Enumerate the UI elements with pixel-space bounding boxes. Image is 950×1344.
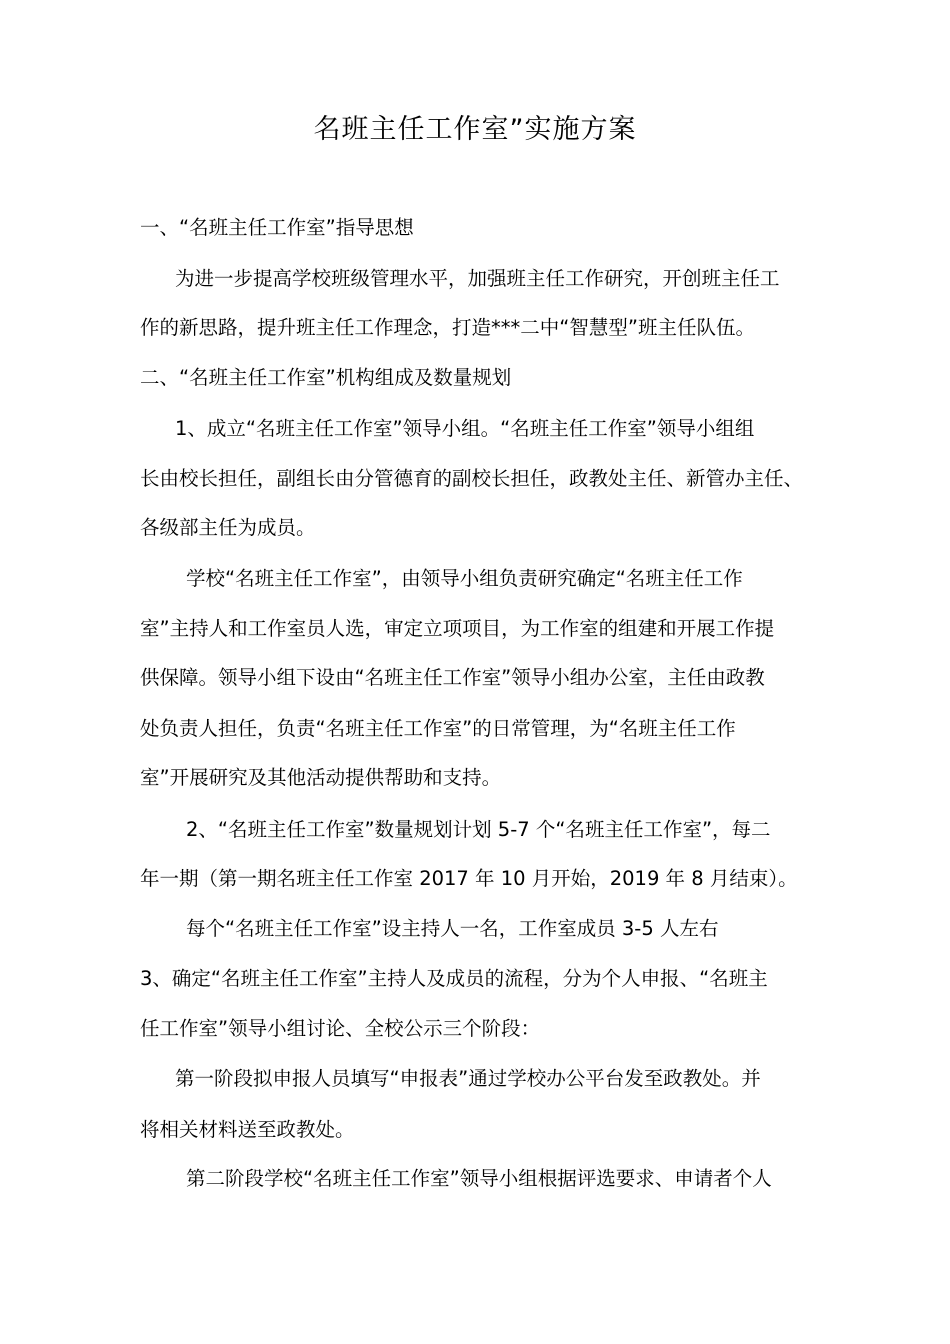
paragraph-line: 室”主持人和工作室员人选，审定立项项目，为工作室的组建和开展工作提 bbox=[140, 617, 775, 640]
paragraph-line: 2、“名班主任工作室”数量规划计划 5-7 个“名班主任工作室”，每二 bbox=[186, 818, 771, 841]
paragraph-line: 供保障。领导小组下设由“名班主任工作室”领导小组办公室，主任由政教 bbox=[140, 666, 765, 689]
paragraph-line: 1、成立“名班主任工作室”领导小组。“名班主任工作室”领导小组组 bbox=[175, 417, 755, 440]
paragraph-line: 任工作室”领导小组讨论、全校公示三个阶段： bbox=[140, 1017, 541, 1040]
section-heading-1: 一、“名班主任工作室”指导思想 bbox=[140, 216, 414, 239]
paragraph-line: 将相关材料送至政教处。 bbox=[140, 1118, 355, 1141]
paragraph-line: 学校“名班主任工作室”，由领导小组负责研究确定“名班主任工作 bbox=[186, 567, 743, 590]
paragraph-line: 3、确定“名班主任工作室”主持人及成员的流程，分为个人申报、“名班主 bbox=[140, 967, 768, 990]
section-heading-2: 二、“名班主任工作室”机构组成及数量规划 bbox=[140, 366, 512, 389]
paragraph-line: 第一阶段拟申报人员填写“申报表”通过学校办公平台发至政教处。并 bbox=[175, 1067, 761, 1090]
paragraph-line: 室”开展研究及其他活动提供帮助和支持。 bbox=[140, 766, 502, 789]
paragraph-line: 年一期（第一期名班主任工作室 2017 年 10 月开始，2019 年 8 月结束）。 bbox=[140, 867, 798, 890]
document-title: 名班主任工作室”实施方案 bbox=[313, 114, 637, 145]
paragraph-line: 为进一步提高学校班级管理水平，加强班主任工作研究，开创班主任工 bbox=[175, 267, 780, 290]
paragraph-line: 长由校长担任，副组长由分管德育的副校长担任，政教处主任、新管办主任、 bbox=[140, 467, 804, 490]
paragraph-line: 各级部主任为成员。 bbox=[140, 516, 316, 539]
paragraph-line: 处负责人担任，负责“名班主任工作室”的日常管理，为“名班主任工作 bbox=[140, 717, 736, 740]
paragraph-line: 作的新思路，提升班主任工作理念，打造***二中“智慧型”班主任队伍。 bbox=[140, 316, 755, 339]
paragraph-line: 第二阶段学校“名班主任工作室”领导小组根据评选要求、申请者个人 bbox=[186, 1167, 772, 1190]
paragraph-line: 每个“名班主任工作室”设主持人一名，工作室成员 3-5 人左右 bbox=[186, 917, 719, 940]
